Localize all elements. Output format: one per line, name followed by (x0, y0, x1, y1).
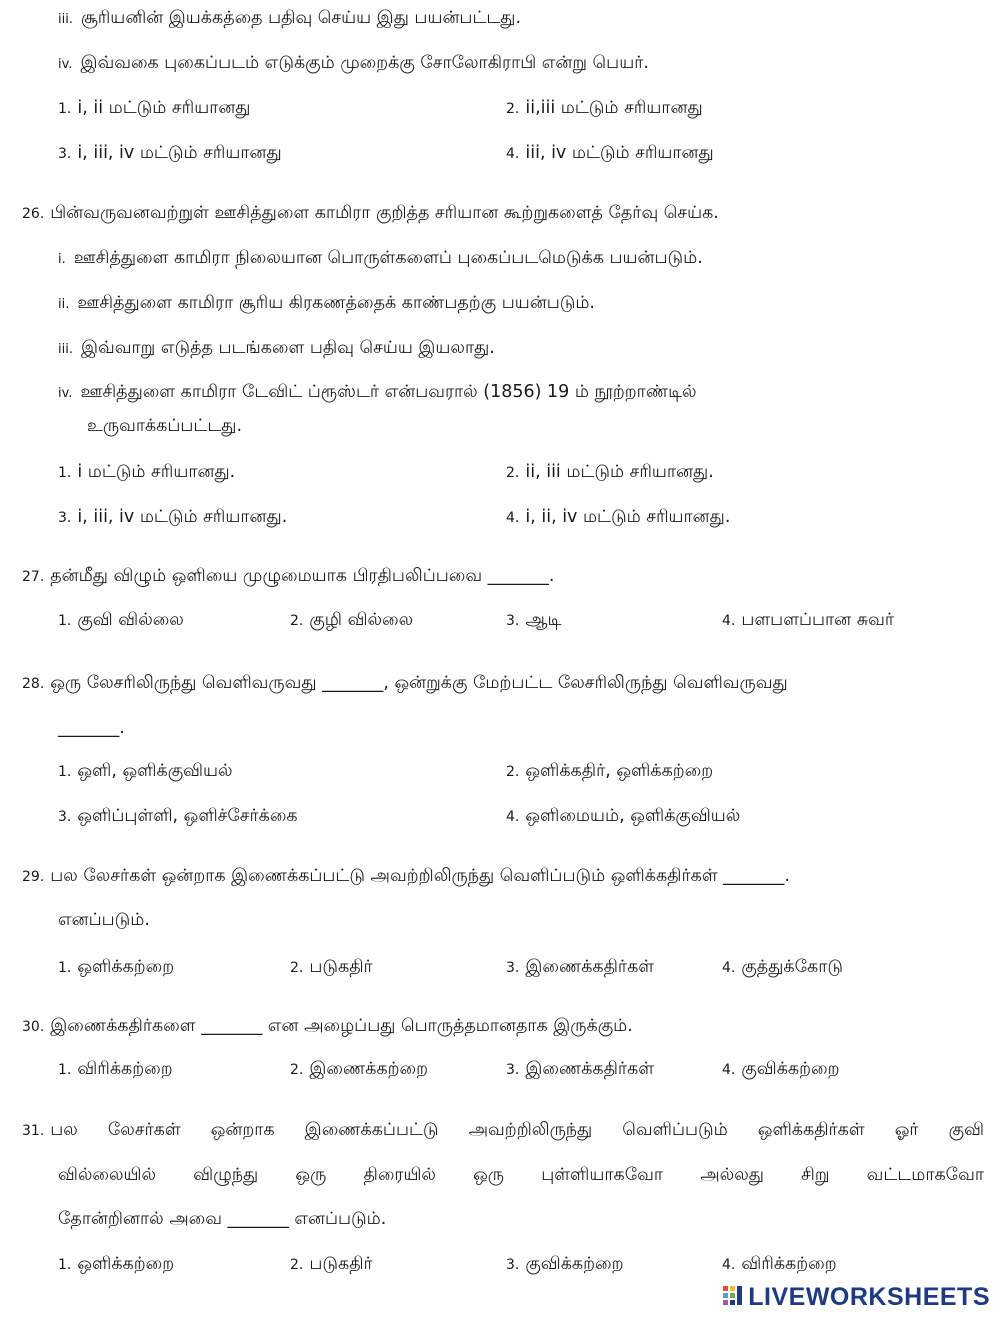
q27-question: 27. தன்மீது விழும் ஒளியை முழுமையாக பிரதிபலிப்பவை _______. (22, 566, 555, 586)
q31-option-2[interactable]: 2. படுகதிர் (290, 1254, 373, 1274)
q26-statement-ii: ii. ஊசித்துளை காமிரா சூரிய கிரகணத்தைக் காண்பதற்கு பயன்படும். (58, 293, 595, 313)
liveworksheets-logo (722, 1282, 990, 1312)
q26-option-1[interactable]: 1. i மட்டும் சரியானது. (58, 462, 236, 482)
q29-option-1[interactable]: 1. ஒளிக்கற்றை (58, 957, 175, 977)
q25-option-3[interactable]: 3. i, iii, iv மட்டும் சரியானது (58, 143, 282, 163)
q26-question: 26. பின்வருவனவற்றுள் ஊசித்துளை காமிரா குறித்த சரியான கூற்றுகளைத் தேர்வு செய்க. (22, 203, 719, 223)
q27-option-2[interactable]: 2. குழி வில்லை (290, 610, 414, 630)
q31-option-4[interactable]: 4. விரிக்கற்றை (722, 1254, 837, 1274)
q26-statement-i: i. ஊசித்துளை காமிரா நிலையான பொருள்களைப் புகைப்படமெடுக்க பயன்படும். (58, 248, 703, 268)
q28-option-2[interactable]: 2. ஒளிக்கதிர், ஒளிக்கற்றை (506, 761, 714, 781)
q29-question-continued: எனப்படும். (58, 910, 150, 930)
q31-option-3[interactable]: 3. குவிக்கற்றை (506, 1254, 624, 1274)
q26-option-3[interactable]: 3. i, iii, iv மட்டும் சரியானது. (58, 507, 288, 527)
q27-option-1[interactable]: 1. குவி வில்லை (58, 610, 184, 630)
q30-option-3[interactable]: 3. இணைக்கதிர்கள் (506, 1059, 655, 1079)
q25-statement-iv: iv. இவ்வகை புகைப்படம் எடுக்கும் முறைக்கு சோலோகிராபி என்று பெயர். (58, 53, 649, 73)
q26-statement-iii: iii. இவ்வாறு எடுத்த படங்களை பதிவு செய்ய இயலாது. (58, 338, 495, 358)
q27-option-4[interactable]: 4. பளபளப்பான சுவர் (722, 610, 895, 630)
q26-statement-iv-continued: உருவாக்கப்பட்டது. (87, 416, 243, 436)
q25-statement-iii: iii. சூரியனின் இயக்கத்தை பதிவு செய்ய இது பயன்பட்டது. (58, 8, 522, 28)
q28-question: 28. ஒரு லேசரிலிருந்து வெளிவருவது _______, ஒன்றுக்கு மேற்பட்ட லேசரிலிருந்து வெளிவருவது (22, 673, 788, 693)
q29-question: 29. பல லேசர்கள் ஒன்றாக இணைக்கப்பட்டு அவற்றிலிருந்து வெளிப்படும் ஒளிக்கதிர்கள் _______. (22, 866, 790, 886)
q29-option-4[interactable]: 4. குத்துக்கோடு (722, 957, 843, 977)
q28-option-1[interactable]: 1. ஒளி, ஒளிக்குவியல் (58, 761, 233, 781)
q30-option-4[interactable]: 4. குவிக்கற்றை (722, 1059, 840, 1079)
q25-option-1[interactable]: 1. i, ii மட்டும் சரியானது (58, 98, 251, 118)
q29-option-3[interactable]: 3. இணைக்கதிர்கள் (506, 957, 655, 977)
q25-option-4[interactable]: 4. iii, iv மட்டும் சரியானது (506, 143, 714, 163)
q27-option-3[interactable]: 3. ஆடி (506, 610, 562, 630)
q30-question: 30. இணைக்கதிர்களை _______ என அழைப்பது பொருத்தமானதாக இருக்கும். (22, 1016, 633, 1036)
q26-option-2[interactable]: 2. ii, iii மட்டும் சரியானது. (506, 462, 714, 482)
q29-option-2[interactable]: 2. படுகதிர் (290, 957, 373, 977)
q28-option-3[interactable]: 3. ஒளிப்புள்ளி, ஒளிச்சேர்க்கை (58, 806, 298, 826)
q26-option-4[interactable]: 4. i, ii, iv மட்டும் சரியானது. (506, 507, 731, 527)
q30-option-1[interactable]: 1. விரிக்கற்றை (58, 1059, 173, 1079)
q26-statement-iv: iv. ஊசித்துளை காமிரா டேவிட் ப்ரூஸ்டர் என்பவரால் (1856) 19 ம் நூற்றாண்டில் (58, 382, 697, 402)
q28-option-4[interactable]: 4. ஒளிமையம், ஒளிக்குவியல் (506, 806, 741, 826)
q31-question-line-1: 31. பல லேசர்கள் ஒன்றாக இணைக்கப்பட்டு அவற்றிலிருந்து வெளிப்படும் ஒளிக்கதிர்கள் ஓர் குவி (22, 1120, 984, 1140)
q31-option-1[interactable]: 1. ஒளிக்கற்றை (58, 1254, 175, 1274)
q25-option-2[interactable]: 2. ii,iii மட்டும் சரியானது (506, 98, 703, 118)
q31-question-line-3: தோன்றினால் அவை _______ எனப்படும். (58, 1209, 387, 1229)
q30-option-2[interactable]: 2. இணைக்கற்றை (290, 1059, 428, 1079)
q31-question-line-2: வில்லையில் விழுந்து ஒரு திரையில் ஒரு புள்ளியாகவோ அல்லது சிறு வட்டமாகவோ (58, 1165, 984, 1185)
liveworksheets-logo-icon (722, 1285, 744, 1309)
q28-question-continued: _______. (58, 718, 125, 738)
liveworksheets-logo-text: LIVEWORKSHEETS (748, 1282, 990, 1311)
